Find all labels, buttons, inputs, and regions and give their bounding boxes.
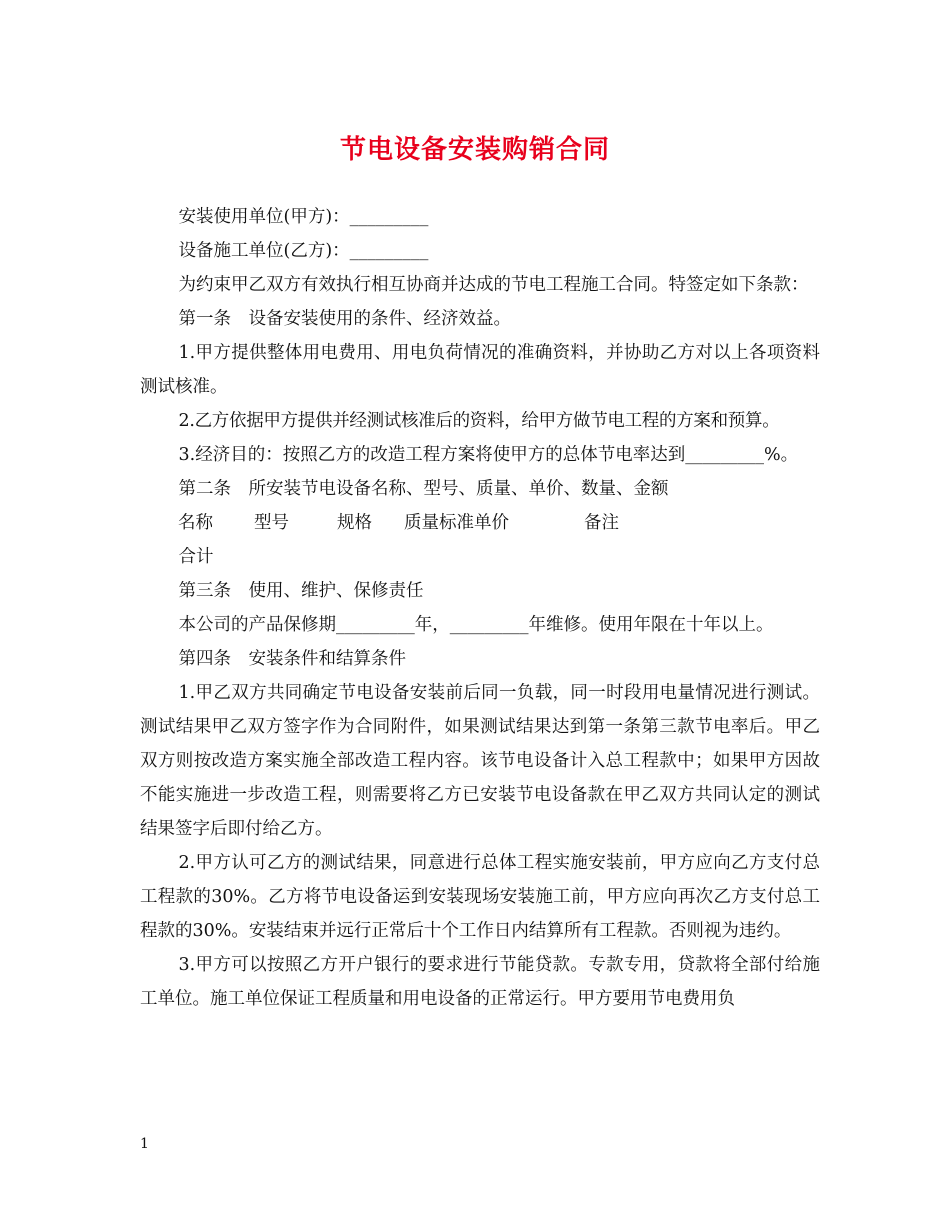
article-4-item-2: 2.甲方认可乙方的测试结果，同意进行总体工程实施安装前，甲方应向乙方支付总工程款的30%。乙方将节电设备运到安装现场安装施工前，甲方应向再次乙方支付总工程款的30%。安装结束并远行正常后十个工作日内结算所有工程款。否则视为违约。 bbox=[140, 853, 820, 941]
table-header-model: 型号 bbox=[254, 513, 289, 533]
article-2-heading: 第二条 所安装节电设备名称、型号、质量、单价、数量、金额 bbox=[178, 479, 669, 499]
article-1-item-2: 2.乙方依据甲方提供并经测试核准后的资料，给甲方做节电工程的方案和预算。 bbox=[178, 411, 780, 431]
article-3-heading: 第三条 使用、维护、保修责任 bbox=[178, 581, 424, 601]
article-4-item-3: 3.甲方可以按照乙方开户银行的要求进行节能贷款。专款专用，贷款将全部付给施工单位。施工单位保证工程质量和用电设备的正常运行。甲方要用节电费用负 bbox=[140, 955, 820, 1009]
table-header-quality: 质量标准 bbox=[404, 513, 474, 533]
article-1-heading: 第一条 设备安装使用的条件、经济效益。 bbox=[178, 309, 511, 329]
article-1-item-1: 1.甲方提供整体用电费用、用电负荷情况的准确资料，并协助乙方对以上各项资料测试核准。 bbox=[140, 343, 820, 397]
table-header-name: 名称 bbox=[178, 513, 213, 533]
article-4-item-1: 1.甲乙双方共同确定节电设备安装前后同一负载，同一时段用电量情况进行测试。测试结果甲乙双方签字作为合同附件，如果测试结果达到第一条第三款节电率后。甲乙双方则按改造方案实施全部改造工程内容。该节电设备计入总工程款中；如果甲方因故不能实施进一步改造工程，则需要将乙方已安装节电设备款在甲乙双方共同认定的测试结果签字后即付给乙方。 bbox=[140, 683, 820, 839]
table-total-row: 合计 bbox=[178, 547, 214, 567]
party-a-line: 安装使用单位(甲方)：_________ bbox=[178, 207, 429, 227]
warranty-line: 本公司的产品保修期_________年，_________年维修。使用年限在十年以上。 bbox=[178, 615, 774, 635]
table-header-spec: 规格 bbox=[337, 513, 372, 533]
preamble-paragraph: 为约束甲乙双方有效执行相互协商并达成的节电工程施工合同。特签定如下条款： bbox=[178, 275, 809, 295]
document-body bbox=[140, 200, 820, 1016]
page-number: 1 bbox=[140, 1136, 149, 1152]
table-header-price: 单价 bbox=[474, 513, 509, 533]
table-header-remark: 备注 bbox=[584, 513, 619, 533]
equipment-table-header bbox=[140, 506, 820, 540]
article-4-heading: 第四条 安装条件和结算条件 bbox=[178, 649, 406, 669]
document-title: 节电设备安装购销合同 bbox=[339, 135, 610, 165]
party-b-line: 设备施工单位(乙方)：_________ bbox=[178, 241, 429, 261]
article-1-item-3: 3.经济目的：按照乙方的改造工程方案将使甲方的总体节电率达到_________%。 bbox=[178, 445, 799, 465]
